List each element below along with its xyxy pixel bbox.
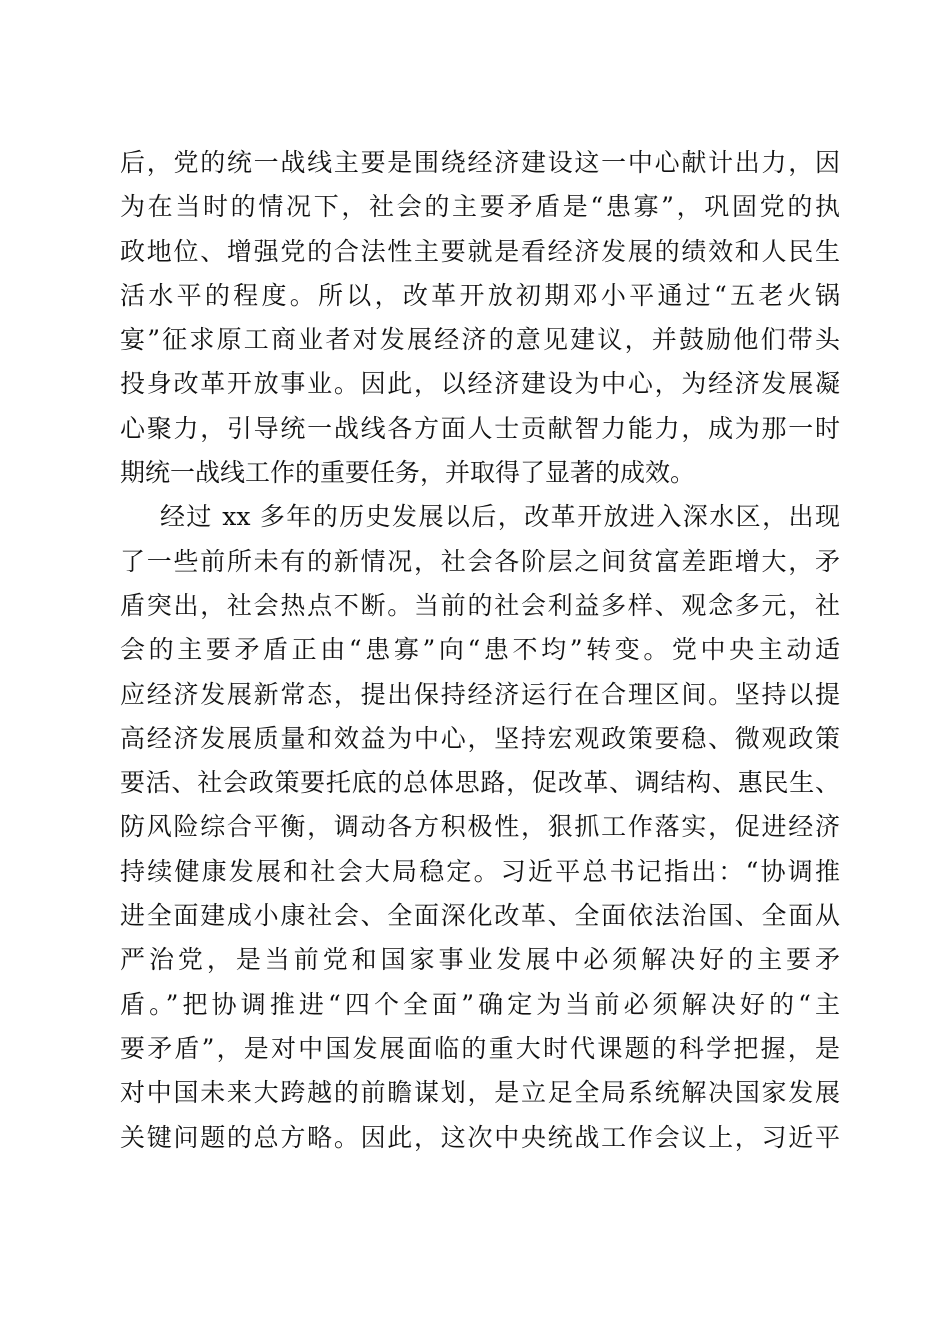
paragraph-2-line-3: 盾突出，社会热点不断。当前的社会利益多样、观念多元，社 [120, 590, 840, 620]
paragraph-1-line-4: 活水平的程度。所以，改革开放初期邓小平通过“五老火锅 [120, 280, 840, 310]
paragraph-2-line-12: 盾。”把协调推进“四个全面”确定为当前必须解决好的“主 [120, 989, 840, 1019]
paragraph-1-line-5: 宴”征求原工商业者对发展经济的意见建议，并鼓励他们带头 [120, 325, 840, 355]
paragraph-2-line-7: 要活、社会政策要托底的总体思路，促改革、调结构、惠民生、 [120, 768, 840, 798]
paragraph-2-line-2: 了一些前所未有的新情况，社会各阶层之间贫富差距增大，矛 [120, 546, 840, 576]
paragraph-2-line-13: 要矛盾”，是对中国发展面临的重大时代课题的科学把握，是 [120, 1033, 840, 1063]
paragraph-1-line-8: 期统一战线工作的重要任务，并取得了显著的成效。 [120, 458, 696, 488]
paragraph-2-line-4: 会的主要矛盾正由“患寡”向“患不均”转变。党中央主动适 [120, 635, 840, 665]
body-text [120, 141, 840, 1160]
paragraph-1-line-6: 投身改革开放事业。因此，以经济建设为中心，为经济发展凝 [120, 369, 840, 399]
paragraph-2-line-11: 严治党，是当前党和国家事业发展中必须解决好的主要矛 [120, 945, 840, 975]
paragraph-1-line-7: 心聚力，引导统一战线各方面人士贡献智力能力，成为那一时 [120, 413, 840, 443]
paragraph-2-line-14: 对中国未来大跨越的前瞻谋划，是立足全局系统解决国家发展 [120, 1078, 840, 1108]
paragraph-1-line-1: 后，党的统一战线主要是围绕经济建设这一中心献计出力，因 [120, 148, 840, 177]
paragraph-2-line-6: 高经济发展质量和效益为中心，坚持宏观政策要稳、微观政策 [120, 723, 840, 753]
paragraph-2-line-1: 经过 xx 多年的历史发展以后，改革开放进入深水区，出现 [160, 502, 840, 532]
paragraph-2-line-10: 进全面建成小康社会、全面深化改革、全面依法治国、全面从 [120, 901, 840, 931]
paragraph-2-line-5: 应经济发展新常态，提出保持经济运行在合理区间。坚持以提 [120, 679, 840, 709]
paragraph-1-line-3: 政地位、增强党的合法性主要就是看经济发展的绩效和人民生 [120, 236, 840, 266]
paragraph-1-line-2: 为在当时的情况下，社会的主要矛盾是“患寡”，巩固党的执 [120, 192, 840, 222]
paragraph-2-line-8: 防风险综合平衡，调动各方积极性，狠抓工作落实，促进经济 [120, 812, 840, 842]
paragraph-2-line-9: 持续健康发展和社会大局稳定。习近平总书记指出：“协调推 [120, 856, 840, 886]
paragraph-2-line-15: 关键问题的总方略。因此，这次中央统战工作会议上，习近平 [120, 1122, 840, 1152]
